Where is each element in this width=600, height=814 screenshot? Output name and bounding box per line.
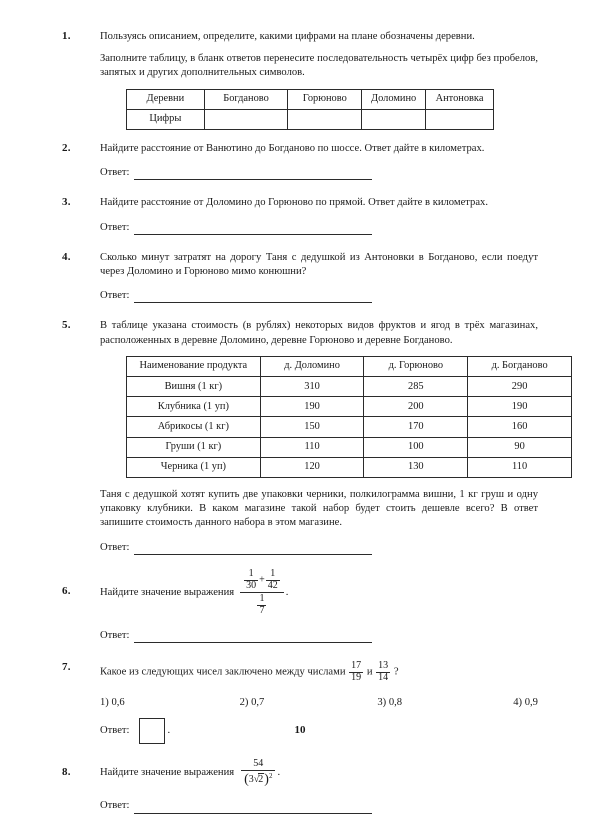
task-8-expression-period: . xyxy=(277,766,281,778)
task-2-answer-input[interactable] xyxy=(134,168,372,180)
task-3-answer-row xyxy=(100,221,538,235)
task-1-line-1: Пользуясь описанием, определите, какими цифрами на плане обозначены деревни. xyxy=(100,31,475,42)
task-7-prompt-row xyxy=(100,661,538,684)
task-7-frac-1-denominator: 19 xyxy=(351,672,362,684)
task-8-exponent: 2 xyxy=(268,772,273,781)
task-6-frac-2 xyxy=(266,569,280,592)
prices-row-0-val-0: 310 xyxy=(260,377,364,397)
task-3-answer-label: Ответ: xyxy=(100,221,130,233)
task-3-number: 3. xyxy=(62,196,71,209)
task-8-prompt-row xyxy=(100,758,538,787)
task-5-line-2: Таня с дедушкой хотят купить две упаковки черники, полкилограмма вишни, 1 кг груш и одну упаковку клубники. В каком магазине такой набор будет стоить дешевле всего? В ответ запишите стоимость данного набора в этом магазине. xyxy=(100,489,538,529)
prices-row-4-val-1: 130 xyxy=(364,457,468,477)
task-6-frac-1-numerator: 1 xyxy=(248,567,254,579)
task-5-line-1: В таблице указана стоимость (в рублях) некоторых видов фруктов и ягод в трёх магазинах, расположенных в деревне Доломино, деревне Горюново и деревне Богданово. xyxy=(100,320,538,346)
task-6 xyxy=(62,569,538,643)
task-4-line-1: Сколько минут затратят на дорогу Таня с дедушкой из Антоновки в Богданово, если поедут через Доломино и Горюново мимо конюшни? xyxy=(100,251,538,278)
task-5 xyxy=(62,319,548,554)
task-8-coefficient: 3 xyxy=(248,773,254,785)
task-7-option-1-marker: 1) xyxy=(100,696,109,708)
task-1-number: 1. xyxy=(62,30,71,42)
prices-row-4-val-2: 110 xyxy=(468,457,572,477)
task-6-frac-3-numerator: 1 xyxy=(259,593,265,605)
villages-answer-cell-1[interactable] xyxy=(288,109,362,129)
prices-row-0-name: Вишня (1 кг) xyxy=(127,377,261,397)
villages-header-3: Антоновка xyxy=(426,89,494,109)
page-number: 10 xyxy=(294,724,306,736)
table-row xyxy=(127,417,572,437)
prices-row-2-name: Абрикосы (1 кг) xyxy=(127,417,261,437)
task-8-answer-label: Ответ: xyxy=(100,800,130,812)
task-5-answer-row xyxy=(100,541,538,555)
task-8-expression-denominator xyxy=(241,770,275,787)
prices-row-0-val-2: 290 xyxy=(468,377,572,397)
task-8-radicand: 2 xyxy=(258,773,264,785)
prices-row-4-name: Черника (1 уп) xyxy=(127,457,261,477)
villages-row-label-0: Деревни xyxy=(127,89,205,109)
villages-row-label-1: Цифры xyxy=(127,109,205,129)
task-8-answer-input[interactable] xyxy=(134,802,372,814)
task-6-expression xyxy=(240,569,284,617)
task-7-conjunction: и xyxy=(366,666,373,678)
table-row xyxy=(127,377,572,397)
task-3-answer-input[interactable] xyxy=(134,223,372,235)
task-6-prompt-row xyxy=(100,569,538,617)
task-6-answer-row xyxy=(100,629,538,643)
table-row xyxy=(127,397,572,417)
prices-header-0: Наименование продукта xyxy=(127,356,261,376)
prices-header-3: д. Богданово xyxy=(468,356,572,376)
task-4-answer-row xyxy=(100,289,538,303)
task-8-expression xyxy=(241,758,275,787)
task-2-number: 2. xyxy=(62,142,71,155)
villages-header-0: Богданово xyxy=(204,89,288,109)
task-1 xyxy=(62,30,538,130)
villages-header-2: Доломино xyxy=(362,89,426,109)
prices-row-3-val-0: 110 xyxy=(260,437,364,457)
task-2-answer-label: Ответ: xyxy=(100,167,130,179)
task-6-expression-numerator xyxy=(240,569,284,593)
prices-row-1-name: Клубника (1 уп) xyxy=(127,397,261,417)
task-6-expression-denominator xyxy=(240,592,284,617)
task-6-frac-3-denominator: 7 xyxy=(259,605,265,617)
table-row xyxy=(127,356,572,376)
task-7-options xyxy=(100,696,538,710)
prices-table xyxy=(126,356,572,478)
task-8-close-paren: ) xyxy=(264,772,269,788)
task-7-prompt-after: ? xyxy=(393,666,399,678)
table-row xyxy=(127,89,494,109)
task-6-answer-label: Ответ: xyxy=(100,630,130,642)
task-4 xyxy=(62,251,538,304)
task-5-number: 5. xyxy=(62,319,71,332)
task-7-number: 7. xyxy=(62,661,71,674)
prices-row-1-val-1: 200 xyxy=(364,397,468,417)
task-7-option-3-value: 0,8 xyxy=(388,696,403,708)
task-7-option-3[interactable] xyxy=(377,696,513,710)
task-6-operator: + xyxy=(259,574,265,586)
table-row xyxy=(127,437,572,457)
task-7-option-3-marker: 3) xyxy=(377,696,387,708)
prices-header-1: д. Доломино xyxy=(260,356,364,376)
task-6-expression-period: . xyxy=(285,586,289,598)
task-7-option-2-marker: 2) xyxy=(239,696,249,708)
task-7-option-4[interactable] xyxy=(513,696,538,710)
table-row xyxy=(127,457,572,477)
prices-row-1-val-2: 190 xyxy=(468,397,572,417)
prices-row-0-val-1: 285 xyxy=(364,377,468,397)
task-6-frac-1 xyxy=(244,569,258,592)
task-3-line-1: Найдите расстояние от Доломино до Горюново по прямой. Ответ дайте в километрах. xyxy=(100,197,488,209)
task-7-answer-label: Ответ: xyxy=(100,724,130,736)
prices-row-4-val-0: 120 xyxy=(260,457,364,477)
task-8-answer-row xyxy=(100,799,538,813)
prices-row-3-val-1: 100 xyxy=(364,437,468,457)
task-7-frac-2 xyxy=(376,661,390,684)
task-5-answer-input[interactable] xyxy=(134,543,372,555)
prices-row-2-val-2: 160 xyxy=(468,417,572,437)
task-7-option-4-marker: 4) xyxy=(513,696,523,708)
task-6-number: 6. xyxy=(62,584,71,597)
task-8-number: 8. xyxy=(62,766,71,779)
task-7-option-4-value: 0,9 xyxy=(524,696,538,708)
villages-header-1: Горюново xyxy=(288,89,362,109)
task-2 xyxy=(62,142,538,180)
task-2-answer-row xyxy=(100,166,538,180)
task-7-option-1[interactable] xyxy=(100,696,240,710)
task-4-answer-label: Ответ: xyxy=(100,290,130,302)
task-7-frac-1 xyxy=(349,661,363,684)
task-6-prompt: Найдите значение выражения xyxy=(100,586,235,598)
radical-icon: √ xyxy=(253,773,260,785)
task-6-answer-input[interactable] xyxy=(134,631,372,643)
task-7-option-2-value: 0,7 xyxy=(251,696,265,708)
task-6-frac-2-denominator: 42 xyxy=(267,579,278,591)
prices-row-2-val-0: 150 xyxy=(260,417,364,437)
villages-answer-cell-3[interactable] xyxy=(426,109,494,129)
table-row xyxy=(127,109,494,129)
task-6-frac-1-denominator: 30 xyxy=(246,579,257,591)
prices-header-2: д. Горюново xyxy=(364,356,468,376)
task-8-prompt: Найдите значение выражения xyxy=(100,766,235,778)
task-7-prompt-before: Какое из следующих чисел заключено между числами xyxy=(100,666,346,678)
villages-answer-cell-0[interactable] xyxy=(204,109,288,129)
task-6-frac-3 xyxy=(257,594,266,617)
task-8-open-paren: ( xyxy=(244,772,249,788)
prices-row-2-val-1: 170 xyxy=(364,417,468,437)
prices-row-3-val-2: 90 xyxy=(468,437,572,457)
villages-answer-cell-2[interactable] xyxy=(362,109,426,129)
task-7-frac-1-numerator: 17 xyxy=(351,660,362,672)
task-8-expression-numerator: 54 xyxy=(253,758,264,770)
prices-row-1-val-0: 190 xyxy=(260,397,364,417)
prices-row-3-name: Груши (1 кг) xyxy=(127,437,261,457)
task-7-frac-2-denominator: 14 xyxy=(378,672,389,684)
task-5-answer-label: Ответ: xyxy=(100,541,130,553)
task-4-number: 4. xyxy=(62,250,71,263)
task-7-answer-period: . xyxy=(167,724,171,736)
task-6-frac-2-numerator: 1 xyxy=(270,567,276,579)
task-3 xyxy=(62,196,538,234)
task-8 xyxy=(62,758,538,814)
task-7-frac-2-numerator: 13 xyxy=(378,660,389,672)
task-2-line-1: Найдите расстояние от Ванютино до Богданово по шоссе. Ответ дайте в километрах. xyxy=(100,143,485,155)
task-7-option-1-value: 0,6 xyxy=(111,696,125,708)
task-1-line-2: Заполните таблицу, в бланк ответов перенесите последовательность четырёх цифр без пробелов, запятых и других дополнительных символов. xyxy=(100,53,538,79)
task-4-answer-input[interactable] xyxy=(134,291,372,303)
task-7-option-2[interactable] xyxy=(240,696,378,710)
villages-table xyxy=(126,89,494,130)
